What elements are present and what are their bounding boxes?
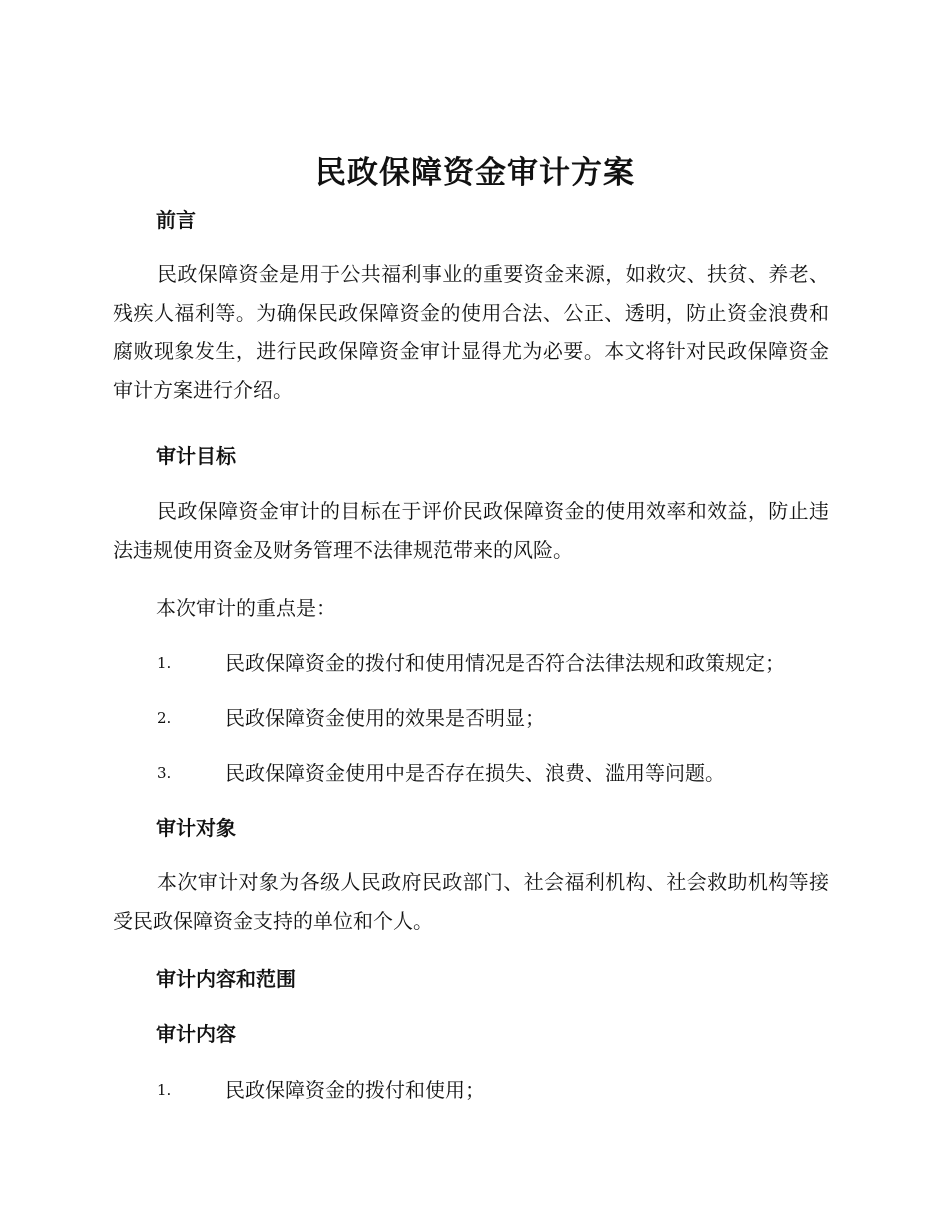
preface-paragraph: 民政保障资金是用于公共福利事业的重要资金来源，如救灾、扶贫、养老、残疾人福利等。为确保民政保障资金的使用合法、公正、透明，防止资金浪费和腐败现象发生，进行民政保障资金审计显得尤为必要。本文将针对民政保障资金审计方案进行介绍。 bbox=[113, 262, 829, 402]
list-item-text: 民政保障资金使用中是否存在损失、浪费、滥用等问题。 bbox=[225, 761, 725, 785]
list-item-number: 2. bbox=[157, 709, 172, 727]
list-item-text: 民政保障资金的拨付和使用情况是否符合法律法规和政策规定； bbox=[225, 651, 785, 675]
objectives-paragraph: 民政保障资金审计的目标在于评价民政保障资金的使用效率和效益，防止违法违规使用资金及财务管理不法律规范带来的风险。 bbox=[113, 499, 829, 562]
list-item-text: 民政保障资金使用的效果是否明显； bbox=[225, 706, 545, 730]
list-item-number: 3. bbox=[157, 764, 172, 782]
preface-heading: 前言 bbox=[156, 208, 196, 232]
list-item-text: 民政保障资金的拨付和使用； bbox=[225, 1078, 485, 1102]
list-item-number: 1. bbox=[157, 654, 172, 672]
subjects-paragraph: 本次审计对象为各级人民政府民政部门、社会福利机构、社会救助机构等接受民政保障资金支持的单位和个人。 bbox=[113, 870, 829, 933]
document-title: 民政保障资金审计方案 bbox=[315, 155, 635, 191]
scope-heading: 审计内容和范围 bbox=[156, 967, 296, 991]
subjects-heading: 审计对象 bbox=[156, 816, 236, 840]
list-item-number: 1. bbox=[157, 1081, 172, 1099]
focus-intro: 本次审计的重点是： bbox=[156, 596, 336, 620]
content-heading: 审计内容 bbox=[156, 1022, 236, 1046]
objectives-heading: 审计目标 bbox=[156, 444, 236, 468]
